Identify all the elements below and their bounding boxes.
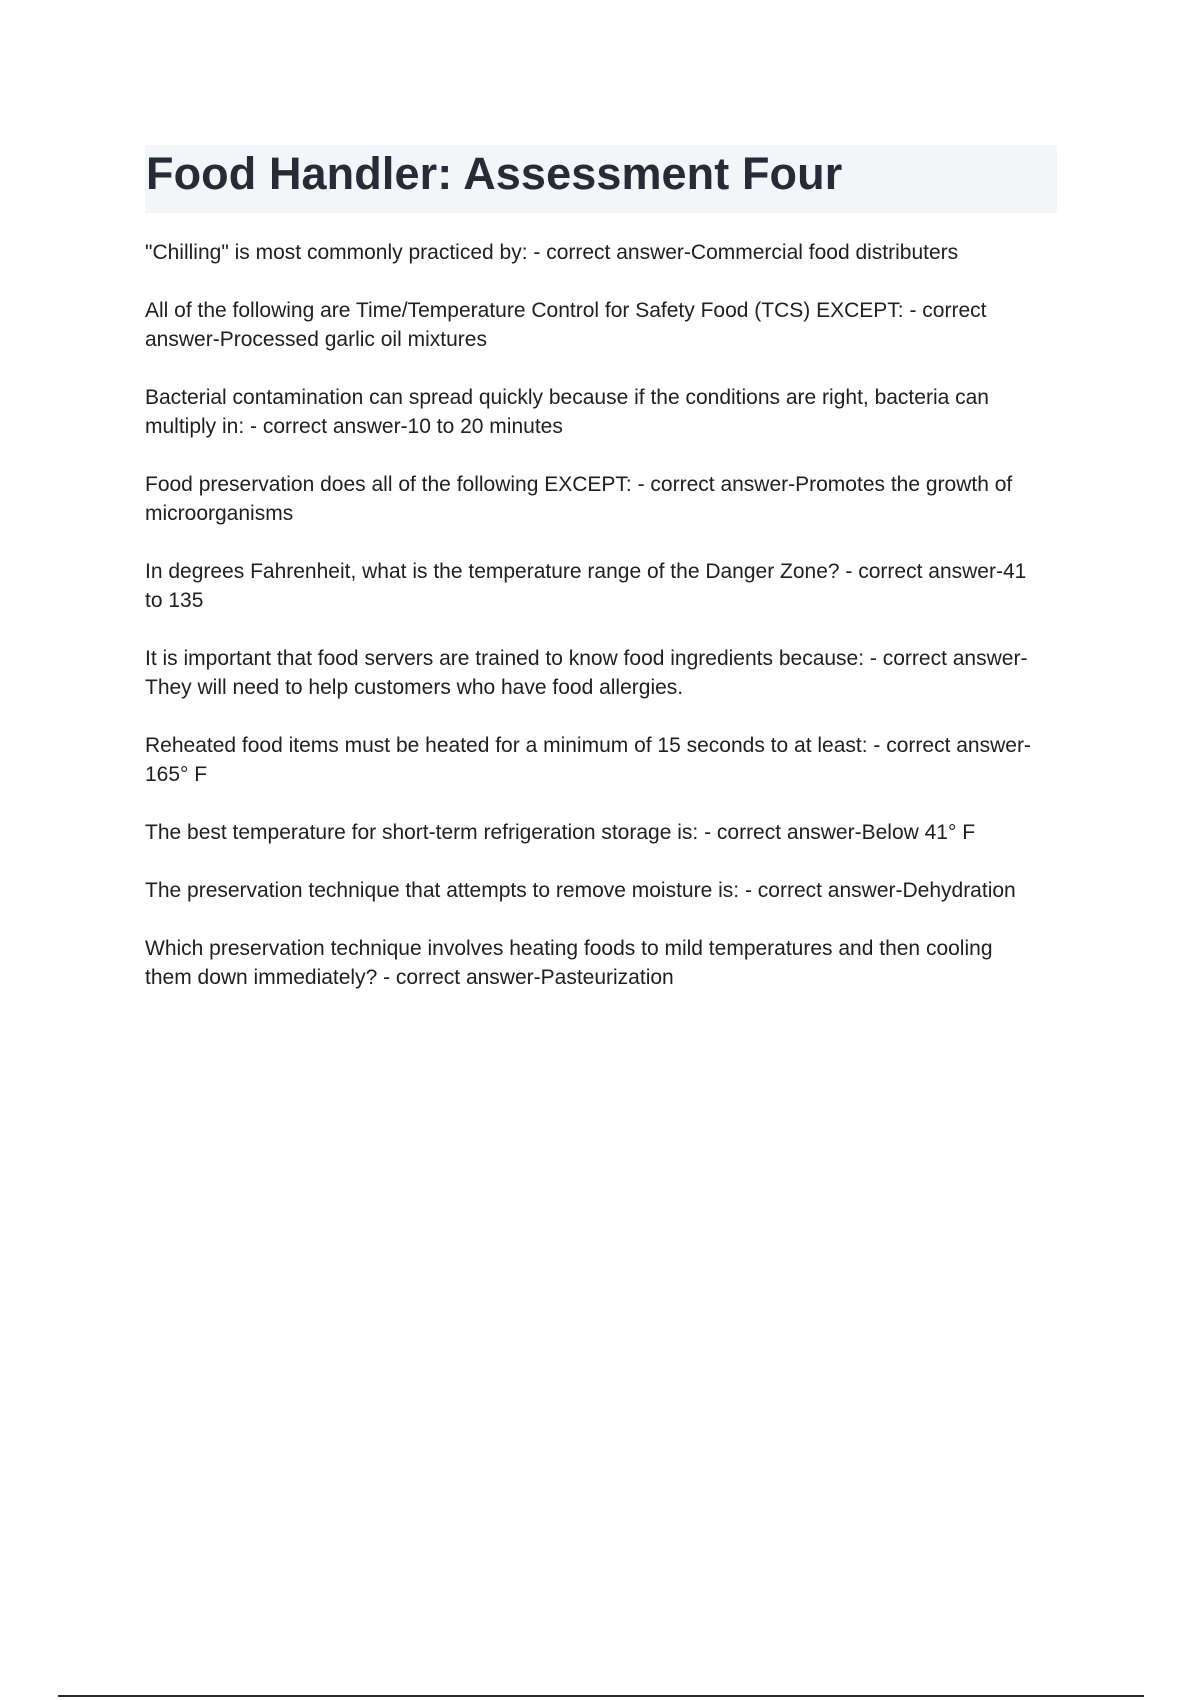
qa-item-danger-zone: In degrees Fahrenheit, what is the temperature range of the Danger Zone? - correct answer-41 to 135 xyxy=(145,560,1027,612)
qa-list xyxy=(145,238,1045,1021)
qa-item-chilling: "Chilling" is most commonly practiced by: - correct answer-Commercial food distributers xyxy=(145,241,959,264)
qa-item-dehydration: The preservation technique that attempts to remove moisture is: - correct answer-Dehydration xyxy=(145,879,1016,902)
qa-item-preservation-except: Food preservation does all of the following EXCEPT: - correct answer-Promotes the growth of microorganisms xyxy=(145,473,1013,525)
qa-item-tcs-except: All of the following are Time/Temperature Control for Safety Food (TCS) EXCEPT: - correct answer-Processed garlic oil mixtures xyxy=(145,299,987,351)
qa-item-reheated-food: Reheated food items must be heated for a minimum of 15 seconds to at least: - correct answer-165° F xyxy=(145,734,1031,786)
qa-item-food-ingredients: It is important that food servers are trained to know food ingredients because: - correct answer-They will need to help customers who have food allergies. xyxy=(145,647,1028,699)
page-title: Food Handler: Assessment Four xyxy=(146,148,843,199)
qa-item-refrigeration: The best temperature for short-term refrigeration storage is: - correct answer-Below 41° F xyxy=(145,821,976,844)
qa-item-pasteurization: Which preservation technique involves heating foods to mild temperatures and then cooling them down immediately? - correct answer-Pasteurization xyxy=(145,937,993,989)
footer-divider xyxy=(58,1695,1144,1697)
qa-item-bacteria-multiply: Bacterial contamination can spread quickly because if the conditions are right, bacteria can multiply in: - correct answer-10 to 20 minutes xyxy=(145,386,989,438)
